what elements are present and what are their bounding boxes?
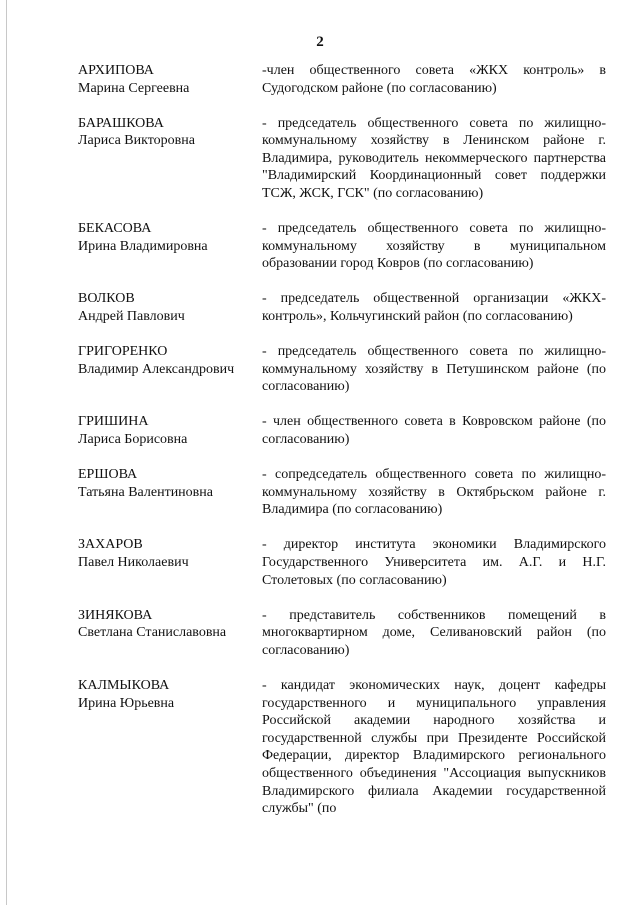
member-role: - член общественного совета в Ковровском районе (по согласованию) <box>262 414 606 447</box>
member-name <box>78 466 262 519</box>
member-role: - кандидат экономических наук, доцент кафедры государственного и муниципального управления Российской академии народного хозяйства и государственной службы при Президенте Российской Федерации, директор Владимирского регионального общественного объединения "Ассоциация выпускников Владимирского филиала Академии государственной службы" (по <box>262 677 606 817</box>
member-surname: ЗИНЯКОВА <box>78 607 153 623</box>
member-given-names: Ирина Юрьевна <box>78 695 175 711</box>
member-given-names: Павел Николаевич <box>78 554 189 570</box>
member-given-names: Ирина Владимировна <box>78 238 208 254</box>
member-given-names: Андрей Павлович <box>78 309 185 325</box>
member-surname: АРХИПОВА <box>78 63 154 78</box>
member-surname: БАРАШКОВА <box>78 115 164 131</box>
member-name <box>78 343 262 396</box>
member-row <box>78 343 606 396</box>
member-surname: ЕРШОВА <box>78 467 138 483</box>
member-role: - сопредседатель общественного совета по жилищно-коммунальному хозяйству в Октябрьском районе г. Владимира (по согласованию) <box>262 467 606 518</box>
member-role: - представитель собственников помещений в многоквартирном доме, Селивановский район (по согласованию) <box>262 607 606 658</box>
member-row <box>78 290 606 325</box>
member-given-names: Светлана Станиславовна <box>78 625 227 641</box>
member-row <box>78 466 606 519</box>
member-given-names: Татьяна Валентиновна <box>78 484 213 500</box>
member-role: - председатель общественного совета по жилищно-коммунальному хозяйству в Ленинском районе г. Владимира, руководитель некоммерческого партнерства "Владимирский Координационный совет поддержки ТСЖ, ЖСК, ГСК" (по согласованию) <box>262 115 606 202</box>
member-surname: БЕКАСОВА <box>78 221 152 237</box>
scan-margin-line <box>6 0 7 905</box>
member-role: - председатель общественной организации «ЖКХ-контроль», Кольчугинский район (по согласованию) <box>262 291 606 325</box>
member-surname: ГРИШИНА <box>78 414 149 430</box>
member-surname: ГРИГОРЕНКО <box>78 344 168 360</box>
member-given-names: Марина Сергеевна <box>78 80 190 96</box>
member-role: - председатель общественного совета по жилищно-коммунальному хозяйству в Петушинском районе (по согласованию) <box>262 344 606 395</box>
member-surname: ВОЛКОВ <box>78 291 135 307</box>
member-given-names: Лариса Борисовна <box>78 432 188 447</box>
member-row <box>78 607 606 660</box>
member-name <box>78 62 262 97</box>
member-name <box>78 290 262 325</box>
member-name <box>78 607 262 660</box>
member-name <box>78 220 262 273</box>
member-name <box>78 677 262 818</box>
page-number: 2 <box>316 34 324 50</box>
member-row <box>78 62 606 97</box>
member-row <box>78 536 606 589</box>
members-list <box>78 62 606 835</box>
member-row <box>78 413 606 448</box>
member-given-names: Владимир Александрович <box>78 361 235 377</box>
member-name <box>78 536 262 589</box>
member-given-names: Лариса Викторовна <box>78 133 195 149</box>
member-name <box>78 413 262 448</box>
member-role: -член общественного совета «ЖКХ контроль» в Судогодском районе (по согласованию) <box>262 63 606 96</box>
member-row <box>78 115 606 203</box>
member-surname: ЗАХАРОВ <box>78 537 143 553</box>
member-surname: КАЛМЫКОВА <box>78 677 170 693</box>
member-row <box>78 677 606 818</box>
member-role: - директор института экономики Владимирского Государственного Университета им. А.Г. и Н.Г. Столетовых (по согласованию) <box>262 537 606 588</box>
member-row <box>78 220 606 273</box>
member-name <box>78 115 262 203</box>
member-role: - председатель общественного совета по жилищно-коммунальному хозяйству в муниципальном образовании город Ковров (по согласованию) <box>262 221 606 272</box>
